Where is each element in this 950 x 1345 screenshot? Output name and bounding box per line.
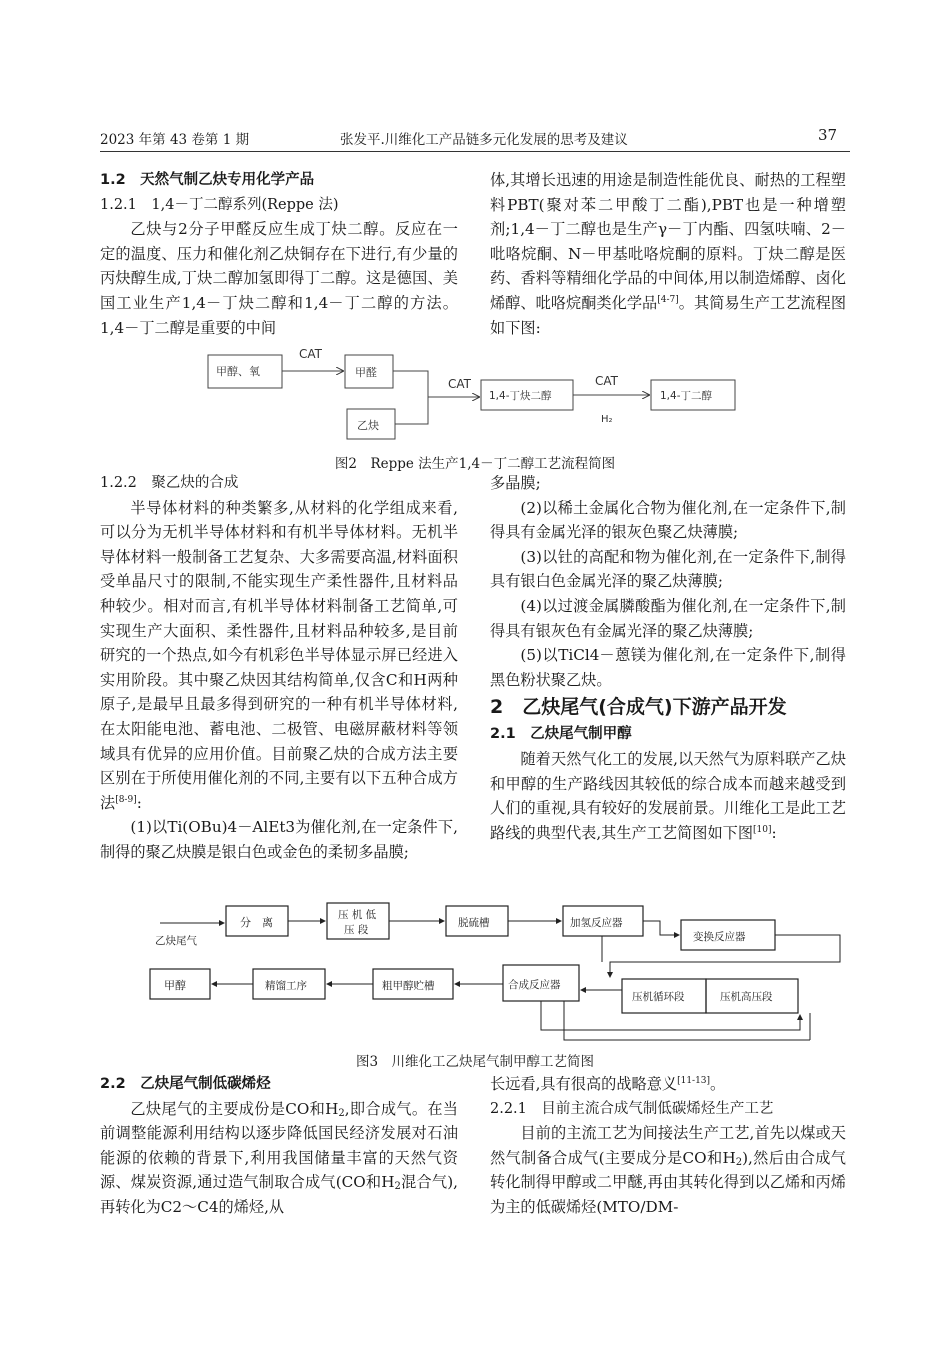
fig3-label-shift: 变换反应器 [693,931,746,943]
figure-3-caption: 图3 川维化工乙炔尾气制甲醇工艺简图 [355,1054,595,1070]
fig2-label-acetylene: 乙炔 [357,419,379,432]
paragraph: 乙炔与2分子甲醛反应生成丁炔二醇。反应在一定的温度、压力和催化剂乙炔铜存在下进行,有少量的丙炔醇生成,丁炔二醇加氢即得丁二醇。这是德国、美国工业生产1,4－丁炔二醇和1,4－丁二醇的方法。1,4－丁二醇是重要的中间 [100,220,458,337]
fig3-label-compressor-low-2: 压 段 [344,924,369,936]
method-1: (1)以Ti(OBu)4－AlEt3为催化剂,在一定条件下,制得的聚乙炔膜是银白色或金色的柔韧多晶膜; [100,818,458,861]
paragraph: 目前的主流工艺为间接法生产工艺,首先以煤或天然气制备合成气(主要成分是CO和$H_2$),然后由合成气转化制得甲醇或二甲醚,再由其转化得到以乙烯和丙烯为主的低碳烯烃(MTO/DM- [490,1124,846,1216]
method-2: (2)以稀土金属化合物为催化剂,在一定条件下,制得具有金属光泽的银灰色聚乙炔薄膜; [490,498,846,542]
paragraph: 半导体材料的种类繁多,从材料的化学组成来看,可以分为无机半导体材料和有机半导体材料。无机半导体材料一般制备工艺复杂、大多需要高温,材料面积受单晶尺寸的限制,不能实现生产柔性器件,且材料品种较少。相对而言,有机半导体材料制备工艺简单,可实现生产大面积、柔性器件,且材料品种较多,是目前研究的一个热点,如今有机彩色半导体显示屏已经进入实用阶段。其中聚乙炔因其结构简单,仅含C和H两种原子,是最早且最多得到研究的一种有机半导体材料,在太阳能电池、蓄电池、二极管、电磁屏蔽材料等领域具有优异的应用价值。目前聚乙炔的合成方法主要区别在于所使用催化剂的不同,主要有以下五种合成方法[8-9]: [100,498,458,812]
right-column-bottom [490,1072,846,1220]
fig3-label-desulfurization: 脱硫槽 [458,917,490,929]
right-column-middle [490,471,846,845]
method-5: (5)以TiCl4－蒽镁为催化剂,在一定条件下,制得黑色粉状聚乙炔。 [490,646,846,689]
fig2-cat-3: CAT [595,374,618,388]
fig3-label-compressor-low-1: 压 机 低 [338,909,377,921]
header-article-title: 张发平.川维化工产品链多元化发展的思考及建议 [340,132,628,148]
fig3-label-crude-tank: 粗甲醇贮槽 [382,980,435,992]
fig3-label-input: 乙炔尾气 [155,935,197,947]
method-4: (4)以过渡金属膦酸酯为催化剂,在一定条件下,制得具有银灰色有金属光泽的聚乙炔薄膜; [490,596,846,640]
section-2-2-1-title: 2.2.1 目前主流合成气制低碳烯烃生产工艺 [490,1100,774,1117]
figure-2-caption: 图2 Reppe 法生产1,4－丁二醇工艺流程简图 [334,456,616,472]
section-2-2-title: 2.2 乙炔尾气制低碳烯烃 [100,1076,271,1092]
section-2-1-title: 2.1 乙炔尾气制甲醇 [490,726,632,743]
method-3: (3)以钍的高配和物为催化剂,在一定条件下,制得具有银白色金属光泽的聚乙炔薄膜; [490,547,846,591]
page-number: 37 [818,126,838,144]
paragraph: 乙炔尾气的主要成份是CO和$H_2$,即合成气。在当前调整能源利用结构以逐步降低国民经济发展对石油能源的依赖的背景下,利用我国储量丰富的天然气资源、煤炭资源,通过造气制取合成气(CO和$H_2$混合气),再转化为C2～C4的烯烃,从 [100,1099,458,1216]
citation: [10] [753,824,772,835]
paragraph: 长远看,具有很高的战略意义[11-13]。 [490,1075,726,1093]
paragraph: 体,其增长迅速的用途是制造性能优良、耐热的工程塑料PBT(聚对苯二甲酸丁二酯),PBT也是一种增塑剂;1,4－丁二醇也是生产γ－丁内酯、四氢呋喃、2－吡咯烷酮、N－甲基吡咯烷酮的原料。丁炔二醇是医药、香料等精细化学品的中间体,用以制造烯醇、卤化烯醇、吡咯烷酮类化学品[4-7]。其简易生产工艺流程图如下图: [490,171,847,337]
fig3-label-hydrogenation: 加氢反应器 [570,917,623,929]
paragraph: 随着天然气化工的发展,以天然气为原料联产乙炔和甲醇的生产路线因其较低的综合成本而越来越受到人们的重视,具有较好的发展前景。川维化工是此工艺路线的典型代表,其生产工艺简图如下图[10]: [490,749,846,842]
left-column-bottom [100,1072,458,1220]
fig3-label-compressor-high: 压机高压段 [720,991,773,1003]
citation: [4-7] [657,294,679,305]
citation: [11-13] [677,1076,711,1086]
section-1-2-title: 1.2 天然气制乙炔专用化学产品 [100,172,315,188]
citation: [8-9] [115,794,137,805]
fig2-cat-2: CAT [448,377,471,391]
section-2-title: 2 乙炔尾气(合成气)下游产品开发 [490,696,787,719]
fig2-label-butynediol: 1,4-丁炔二醇 [489,390,552,402]
fig2-cat-1: CAT [299,347,322,361]
fig3-label-rectification: 精馏工序 [265,980,307,992]
fig2-label-methanol-oxygen: 甲醇、氧 [216,365,260,378]
section-1-2-1-title: 1.2.1 1,4－丁二醇系列(Reppe 法) [100,196,339,213]
left-column-middle [100,471,458,864]
fig2-label-butanediol: 1,4-丁二醇 [660,390,712,402]
fig3-label-compressor-cycle: 压机循环段 [632,991,685,1003]
header-journal: 2023 年第 43 卷第 1 期 [100,132,250,148]
fig3-label-separation: 分 离 [240,916,273,929]
fig3-label-synthesis: 合成反应器 [508,979,561,991]
fig3-label-methanol: 甲醇 [164,979,186,992]
section-1-2-2-title: 1.2.2 聚乙炔的合成 [100,475,239,491]
fig2-hydrogen: H₂ [601,414,613,425]
method-1-cont: 多晶膜; [490,474,541,492]
fig2-label-formaldehyde: 甲醛 [355,366,377,379]
